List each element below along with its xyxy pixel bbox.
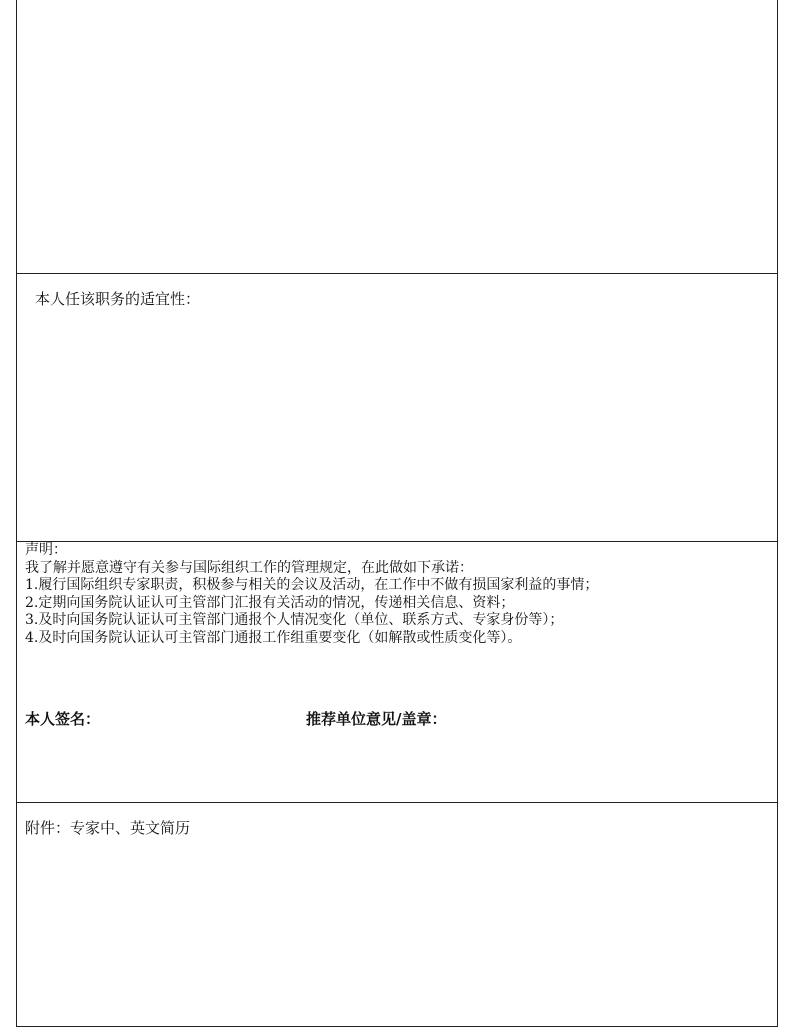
declaration-item: 4.及时向国务院认证认可主管部门通报工作组重要变化（如解散或性质变化等）。 <box>25 629 522 646</box>
declaration-item: 3.及时向国务院认证认可主管部门通报个人情况变化（单位、联系方式、专家身份等）； <box>25 612 564 628</box>
declaration-section <box>17 542 777 803</box>
suitability-label: 本人任该职务的适宜性： <box>35 290 201 308</box>
application-form-table <box>16 0 778 1027</box>
self-signature-label: 本人签名： <box>25 710 101 728</box>
attachment-label: 附件：专家中、英文简历 <box>25 819 191 837</box>
declaration-text <box>25 542 598 647</box>
unit-opinion-label: 推荐单位意见/盖章： <box>306 710 447 728</box>
declaration-item: 1.履行国际组织专家职责，积极参与相关的会议及活动，在工作中不做有损国家利益的事情； <box>25 577 599 593</box>
attachment-section <box>17 803 777 1027</box>
previous-section-blank <box>17 0 777 274</box>
suitability-section <box>17 274 777 542</box>
declaration-title: 声明： <box>25 542 67 558</box>
declaration-intro: 我了解并愿意遵守有关参与国际组织工作的管理规定，在此做如下承诺： <box>25 559 473 576</box>
declaration-item: 2.定期向国务院认证认可主管部门汇报有关活动的情况，传递相关信息、资料； <box>25 594 515 611</box>
